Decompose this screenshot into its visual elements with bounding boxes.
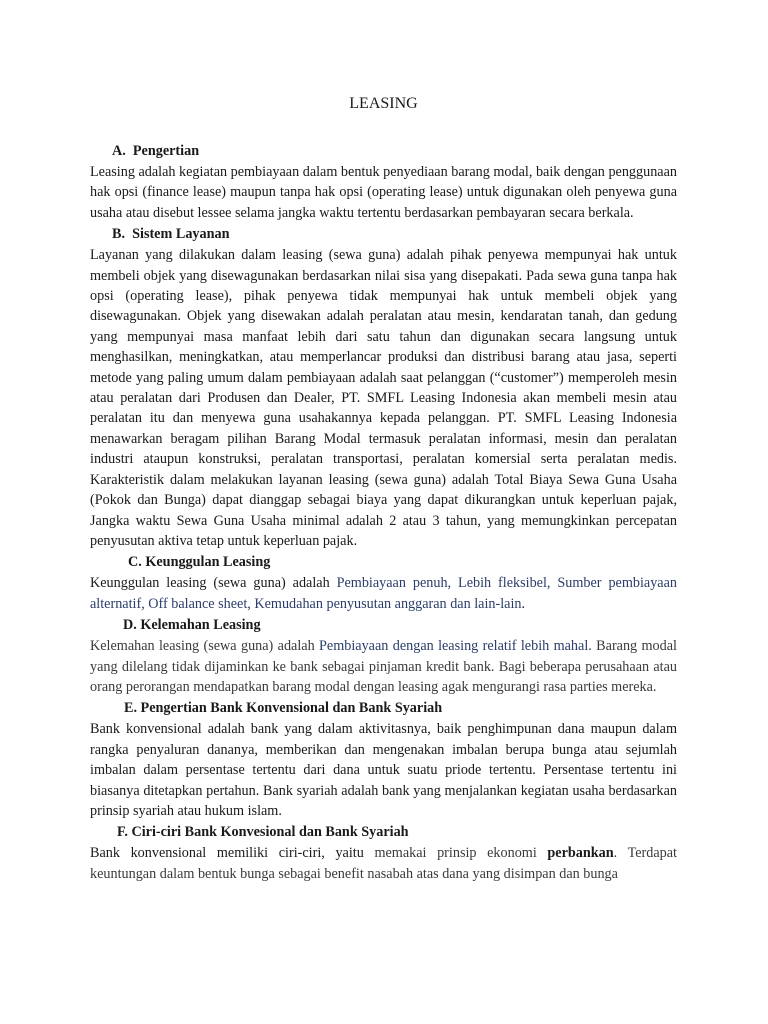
section-c-paragraph: [90, 573, 677, 614]
section-e-heading: E. Pengertian Bank Konvensional dan Bank Syariah: [124, 700, 443, 717]
section-d-paragraph: [90, 636, 677, 697]
section-c-intro: Keunggulan leasing (sewa guna) adalah: [90, 575, 337, 592]
section-a-heading: [90, 140, 677, 162]
document-title: LEASING: [349, 95, 418, 112]
section-f-intro: Bank konvensional memiliki ciri-ciri, yaitu: [90, 845, 375, 862]
section-d-rest: . Barang modal yang dilelang tidak dijaminkan ke bank sebagai pinjaman kredit bank. Bagi beberapa perusahaan atau orang perorangan mendapatkan barang modal dengan leasing agak mengurangi rasa parties mereka.: [90, 638, 677, 695]
section-d-heading: D. Kelemahan Leasing: [123, 617, 261, 634]
section-b-number: B.: [112, 226, 126, 243]
section-c-highlight: Pembiayaan penuh, Lebih fleksibel, Sumber pembiayaan alternatif, Off balance sheet, Kemudahan penyusutan anggaran dan lain-lain: [90, 575, 677, 612]
section-a-number: A.: [112, 143, 126, 159]
document-body: [90, 140, 677, 884]
section-d-intro: Kelemahan leasing (sewa guna) adalah: [90, 638, 320, 655]
section-f-heading: F. Ciri-ciri Bank Konvesional dan Bank Syariah: [117, 824, 409, 841]
section-a-title: Pengertian: [132, 143, 200, 159]
section-f-paragraph: [90, 843, 677, 884]
section-a-paragraph: Leasing adalah kegiatan pembiayaan dalam bentuk penyediaan barang modal, baik dengan penggunaan hak opsi (finance lease) maupun tanpa hak opsi (operating lease) untuk digunakan oleh penyewa guna usaha atau disebut lessee selama jangka waktu tertentu berdasarkan pembayaran secara berkala.: [90, 164, 677, 221]
section-f-rest: . Terdapat keuntungan dalam bentuk bunga sebagai benefit nasabah atas dana yang disimpan dan bunga: [90, 845, 678, 882]
section-b-heading: [90, 223, 677, 245]
section-b-paragraph: Layanan yang dilakukan dalam leasing (sewa guna) adalah pihak penyewa mempunyai hak untuk membeli objek yang disewagunakan berdasarkan nilai sisa yang disepakati. Pada sewa guna tanpa hak opsi (operating lease), pihak penyewa tidak mempunyai hak untuk membeli objek yang disewagunakan. Objek yang disewakan adalah peralatan atau mesin, kendaratan tanah, dan gedung yang mempunyai masa manfaat lebih dari satu tahun dan digunakan secara langsung untuk menghasilkan, meningkatkan, atau memperlancar produksi dan distribusi barang atau jasa, seperti metode yang paling umum dalam pembiayaan adalah saat pelanggan (“customer”) memperoleh mesin atau peralatan dari Produsen dan Dealer, PT. SMFL Leasing Indonesia akan membeli mesin atau peralatan itu dan menyewa guna usahakannya kepada pelanggan. PT. SMFL Leasing Indonesia menawarkan beragam pilihan Barang Modal termasuk peralatan informasi, mesin dan peralatan industri ataupun konstruksi, peralatan transportasi, peralatan komersial serta peralatan medis. Karakteristik dalam melakukan layanan leasing (sewa guna) adalah Total Biaya Sewa Guna Usaha (Pokok dan Bunga) dapat dianggap sebagai biaya yang dapat dikurangkan untuk keperluan pajak, Jangka waktu Sewa Guna Usaha minimal adalah 2 atau 3 tahun, yang memungkinkan percepatan penyusutan aktiva tetap untuk keperluan pajak.: [90, 247, 677, 549]
section-c-heading: C. Keunggulan Leasing: [128, 554, 271, 571]
section-f-dim: memakai prinsip ekonomi: [374, 845, 548, 862]
section-e-paragraph: Bank konvensional adalah bank yang dalam aktivitasnya, baik penghimpunan dana maupun dalam rangka penyaluran dananya, memberikan dan mengenakan imbalan berupa bunga atau sejumlah imbalan dalam persentase tertentu dari dana untuk suatu priode tertentu. Persentase tertentu ini biasanya ditetapkan pertahun. Bank syariah adalah bank yang menjalankan kegiatan usaha berdasarkan prinsip syariah atau hukum islam.: [90, 721, 677, 819]
section-d-highlight: Pembiayaan dengan leasing relatif lebih mahal: [319, 638, 589, 655]
section-b-title: Sistem Layanan: [132, 226, 230, 243]
section-f-bold: perbankan: [547, 845, 614, 862]
section-c-end: .: [521, 595, 526, 612]
